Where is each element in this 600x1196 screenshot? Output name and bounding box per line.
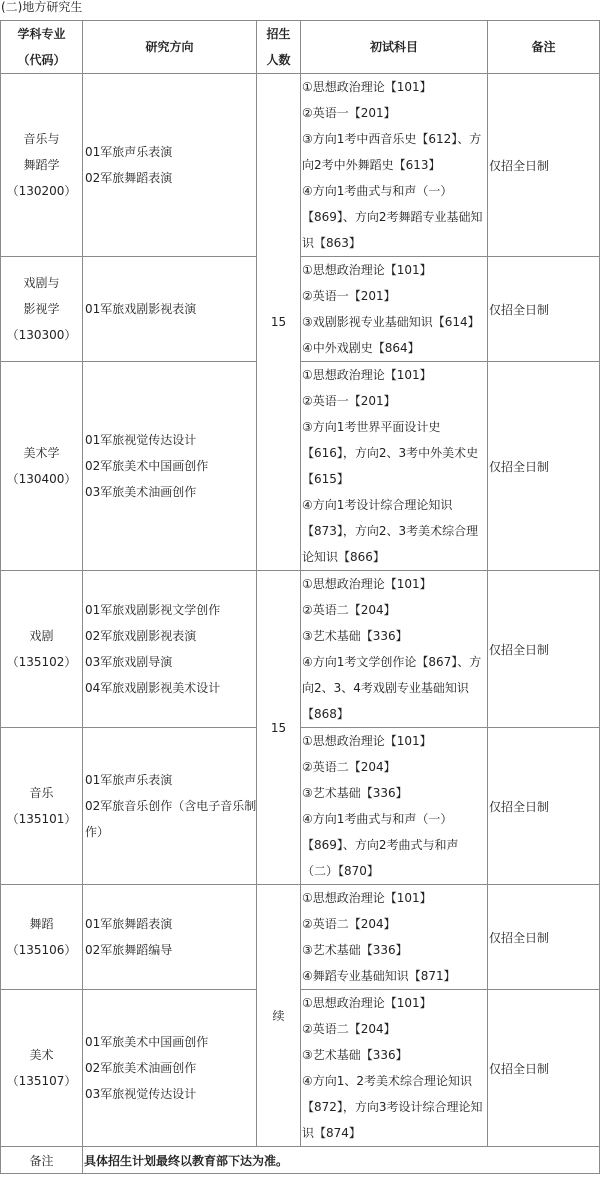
subject-line: 【869】、方向2考曲式与和声 [302, 838, 459, 852]
table-row [1, 74, 600, 257]
admissions-table [0, 20, 600, 1174]
subject-line: ④方向1考曲式与和声（一） [302, 184, 453, 198]
header-quota-line-1: 招生 [266, 27, 291, 41]
subject-line: ③方向1考世界平面设计史 [302, 420, 441, 434]
subject-line: ④舞蹈专业基础知识【871】 [302, 969, 456, 983]
direction-item: 02军旅音乐创作（含电子音乐制 [85, 799, 256, 813]
major-code: （130300） [6, 328, 77, 342]
subject-line: ②英语二【204】 [302, 603, 396, 617]
subject-line: ③艺术基础【336】 [302, 1048, 408, 1062]
table-header-row [1, 21, 600, 74]
subject-line: ④方向1考曲式与和声（一） [302, 812, 453, 826]
direction-item: 02军旅戏剧影视表演 [85, 629, 197, 643]
major-cell [1, 728, 83, 885]
header-subjects: 初试科目 [301, 21, 488, 74]
major-cell [1, 885, 83, 990]
table-row [1, 571, 600, 728]
direction-item: 03军旅戏剧导演 [85, 655, 173, 669]
major-cell [1, 571, 83, 728]
major-code: （135102） [6, 655, 77, 669]
direction-item: 03军旅视觉传达设计 [85, 1087, 197, 1101]
direction-cell [83, 990, 257, 1147]
subjects-cell [301, 74, 488, 257]
major-line: 舞蹈 [29, 917, 54, 931]
header-major-line-1: 学科专业 [17, 27, 66, 41]
subject-line: ④方向1考文学创作论【867】、方 [302, 655, 482, 669]
major-line: 舞蹈学 [23, 158, 60, 172]
major-cell [1, 362, 83, 571]
direction-item: 01军旅戏剧影视表演 [85, 302, 197, 316]
direction-item: 01军旅声乐表演 [85, 773, 173, 787]
major-line: 影视学 [23, 302, 60, 316]
direction-cell [83, 728, 257, 885]
subject-line: ①思想政治理论【101】 [302, 368, 432, 382]
table-row [1, 990, 600, 1147]
direction-cell [83, 257, 257, 362]
subject-line: ②英语一【201】 [302, 394, 396, 408]
quota-cell: 15 [257, 74, 301, 571]
major-line: 音乐与 [23, 132, 60, 146]
subject-line: ③方向1考中西音乐史【612】、方 [302, 132, 482, 146]
footer-row [1, 1147, 600, 1174]
quota-cell: 续 [257, 885, 301, 1147]
subject-line: ④中外戏剧史【864】 [302, 341, 420, 355]
major-line: 戏剧 [29, 629, 54, 643]
subject-line: ②英语一【201】 [302, 289, 396, 303]
subject-line: 【872】，方向3考设计综合理论知 [302, 1100, 483, 1114]
table-row [1, 885, 600, 990]
table-row [1, 728, 600, 885]
subject-line: ④方向1、2考美术综合理论知识 [302, 1074, 473, 1088]
subject-line: 向2考中外舞蹈史【613】 [302, 158, 441, 172]
subject-line: 【873】，方向2、3考美术综合理 [302, 524, 479, 538]
remark-cell: 仅招全日制 [488, 571, 600, 728]
major-line: 戏剧与 [23, 276, 60, 290]
major-cell [1, 990, 83, 1147]
footer-label: 备注 [1, 1147, 83, 1174]
subject-line: ①思想政治理论【101】 [302, 577, 432, 591]
direction-item: 01军旅戏剧影视文学创作 [85, 603, 221, 617]
subject-line: （二）【870】 [302, 864, 379, 878]
direction-item: 作） [85, 825, 110, 839]
direction-cell [83, 74, 257, 257]
subject-line: ③艺术基础【336】 [302, 786, 408, 800]
subjects-cell [301, 728, 488, 885]
remark-cell: 仅招全日制 [488, 728, 600, 885]
direction-cell [83, 885, 257, 990]
subjects-cell [301, 257, 488, 362]
header-quota-line-2: 人数 [266, 53, 291, 67]
major-code: （130200） [6, 184, 77, 198]
quota-cell: 15 [257, 571, 301, 885]
direction-item: 01军旅视觉传达设计 [85, 433, 197, 447]
direction-item: 03军旅美术油画创作 [85, 485, 197, 499]
subjects-cell [301, 990, 488, 1147]
subject-line: ①思想政治理论【101】 [302, 80, 432, 94]
subjects-cell [301, 571, 488, 728]
subject-line: ①思想政治理论【101】 [302, 891, 432, 905]
subject-line: 【616】，方向2、3考中外美术史 [302, 446, 479, 460]
major-code: （135106） [6, 943, 77, 957]
direction-item: 02军旅美术油画创作 [85, 1061, 197, 1075]
header-major [1, 21, 83, 74]
direction-item: 02军旅舞蹈编导 [85, 943, 173, 957]
remark-cell: 仅招全日制 [488, 990, 600, 1147]
subject-line: ②英语一【201】 [302, 106, 396, 120]
subject-line: 识【863】 [302, 236, 361, 250]
direction-item: 02军旅舞蹈表演 [85, 171, 173, 185]
header-remark: 备注 [488, 21, 600, 74]
subject-line: 向2、3、4考戏剧专业基础知识 [302, 681, 469, 695]
direction-item: 01军旅声乐表演 [85, 145, 173, 159]
subjects-cell [301, 362, 488, 571]
direction-item: 01军旅美术中国画创作 [85, 1035, 209, 1049]
subject-line: ①思想政治理论【101】 [302, 734, 432, 748]
section-caption: (二)地方研究生 [1, 0, 83, 14]
major-line: 音乐 [29, 786, 54, 800]
direction-item: 04军旅戏剧影视美术设计 [85, 681, 221, 695]
table-row [1, 257, 600, 362]
subject-line: ④方向1考设计综合理论知识 [302, 498, 453, 512]
major-code: （130400） [6, 472, 77, 486]
subject-line: ③戏剧影视专业基础知识【614】 [302, 315, 480, 329]
major-code: （135107） [6, 1074, 77, 1088]
subject-line: ②英语二【204】 [302, 917, 396, 931]
subject-line: 【615】 [302, 472, 349, 486]
subject-line: 【869】、方向2考舞蹈专业基础知 [302, 210, 483, 224]
remark-cell: 仅招全日制 [488, 362, 600, 571]
subject-line: 识【874】 [302, 1126, 361, 1140]
major-line: 美术 [29, 1048, 54, 1062]
subject-line: ①思想政治理论【101】 [302, 263, 432, 277]
header-major-line-2: （代码） [17, 53, 66, 67]
direction-item: 02军旅美术中国画创作 [85, 459, 209, 473]
major-line: 美术学 [23, 446, 60, 460]
direction-cell [83, 571, 257, 728]
remark-cell: 仅招全日制 [488, 885, 600, 990]
subject-line: ③艺术基础【336】 [302, 943, 408, 957]
subjects-cell [301, 885, 488, 990]
subject-line: 论知识【866】 [302, 550, 385, 564]
major-cell [1, 74, 83, 257]
subject-line: ①思想政治理论【101】 [302, 996, 432, 1010]
subject-line: ③艺术基础【336】 [302, 629, 408, 643]
header-quota [257, 21, 301, 74]
subject-line: 【868】 [302, 707, 349, 721]
major-code: （135101） [6, 812, 77, 826]
remark-cell: 仅招全日制 [488, 74, 600, 257]
subject-line: ②英语二【204】 [302, 1022, 396, 1036]
footer-note: 具体招生计划最终以教育部下达为准。 [83, 1147, 600, 1174]
table-row [1, 362, 600, 571]
header-direction: 研究方向 [83, 21, 257, 74]
remark-cell: 仅招全日制 [488, 257, 600, 362]
subject-line: ②英语二【204】 [302, 760, 396, 774]
direction-cell [83, 362, 257, 571]
major-cell [1, 257, 83, 362]
direction-item: 01军旅舞蹈表演 [85, 917, 173, 931]
